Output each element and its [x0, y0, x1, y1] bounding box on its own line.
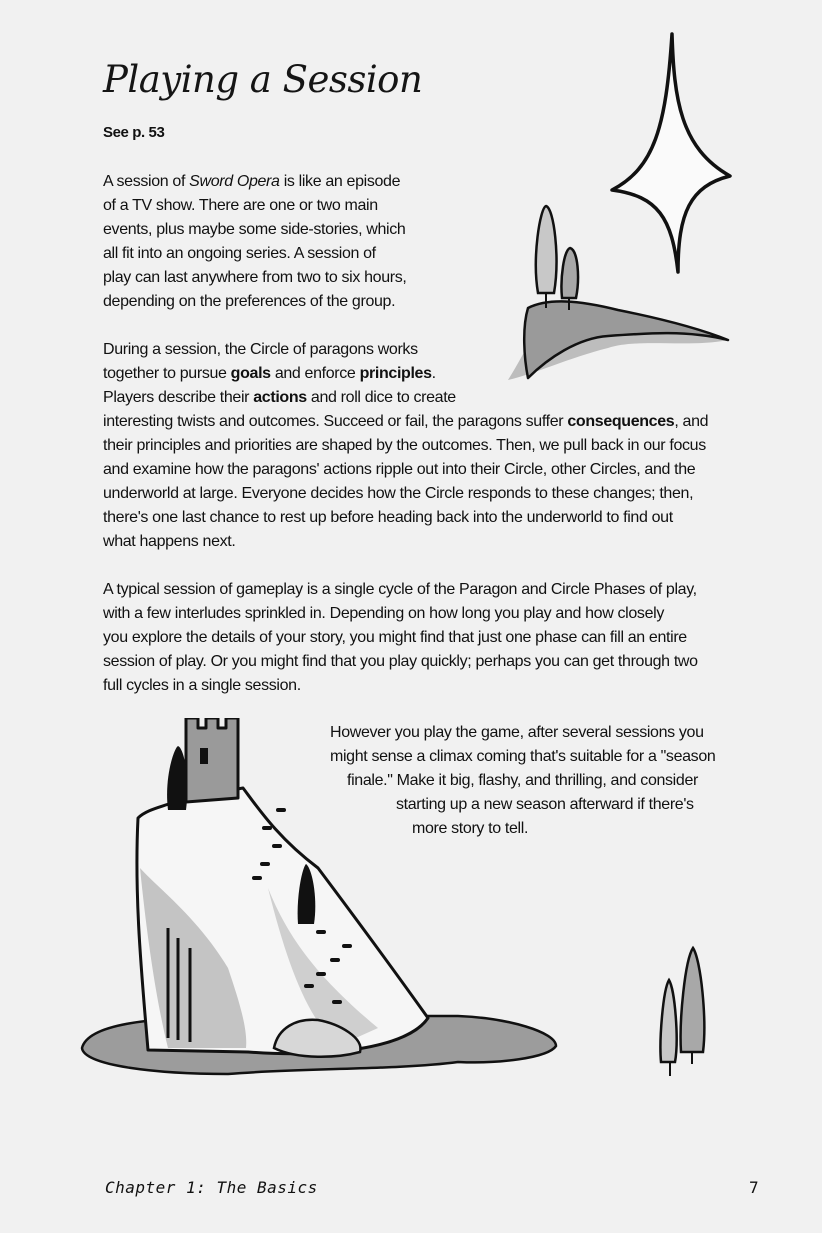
trees-illustration — [655, 940, 725, 1080]
paragraph-2-line: what happens next. — [103, 533, 236, 550]
text-run: interesting twists and outcomes. Succeed or fail, the paragons suffer — [103, 413, 568, 430]
paragraph-1-line: play can last anywhere from two to six hours, — [103, 269, 407, 286]
paragraph-2-line — [103, 386, 456, 410]
paragraph-1-line: all fit into an ongoing series. A session of — [103, 245, 376, 262]
paragraph-3-line: with a few interludes sprinkled in. Depending on how long you play and how closely — [103, 605, 664, 622]
paragraph-2-line: their principles and priorities are shaped by the outcomes. Then, we pull back in our focus — [103, 437, 706, 454]
paragraph-1-line: of a TV show. There are one or two main — [103, 197, 378, 214]
page-title: Playing a Session — [103, 58, 423, 101]
keyword-consequences: consequences — [567, 413, 675, 430]
paragraph-3-line: full cycles in a single session. — [103, 677, 301, 694]
paragraph-4-line: finale." Make it big, flashy, and thrilling, and consider — [347, 772, 698, 789]
paragraph-1-line: depending on the preferences of the group. — [103, 293, 396, 310]
keyword-principles: principles — [359, 365, 432, 382]
page-number: 7 — [749, 1178, 759, 1197]
paragraph-3-line: you explore the details of your story, you might find that just one phase can fill an entire — [103, 629, 687, 646]
paragraph-4-line: might sense a climax coming that's suitable for a "season — [330, 748, 716, 765]
paragraph-4-line: starting up a new season afterward if there's — [396, 796, 694, 813]
text-run: Players describe their — [103, 389, 254, 406]
castle-rock-illustration — [78, 718, 558, 1078]
page-reference: See p. 53 — [103, 124, 165, 141]
paragraph-2-line — [103, 410, 708, 434]
keyword-goals: goals — [230, 365, 271, 382]
text-run: , and — [674, 413, 709, 430]
text-run: is like an episode — [279, 173, 401, 190]
paragraph-2-line — [103, 362, 436, 386]
paragraph-1-line: events, plus maybe some side-stories, which — [103, 221, 406, 238]
paragraph-2-line: and examine how the paragons' actions ripple out into their Circle, other Circles, and the — [103, 461, 696, 478]
text-run: A session of — [103, 173, 190, 190]
paragraph-3-line: A typical session of gameplay is a single cycle of the Paragon and Circle Phases of play, — [103, 581, 697, 598]
text-run: . — [431, 365, 436, 382]
paragraph-3-line: session of play. Or you might find that you play quickly; perhaps you can get through two — [103, 653, 698, 670]
paragraph-2-line: there's one last chance to rest up before heading back into the underworld to find out — [103, 509, 673, 526]
footer-chapter: Chapter 1: The Basics — [105, 1178, 318, 1197]
paragraph-2-line: During a session, the Circle of paragons works — [103, 341, 418, 358]
text-run: and roll dice to create — [306, 389, 456, 406]
keyword-actions: actions — [253, 389, 307, 406]
game-title-italic: Sword Opera — [189, 173, 280, 190]
paragraph-1-line — [103, 170, 400, 194]
paragraph-4-line: more story to tell. — [412, 820, 529, 837]
paragraph-2-line: underworld at large. Everyone decides how the Circle responds to these changes; then, — [103, 485, 694, 502]
paragraph-4-line: However you play the game, after several sessions you — [330, 724, 704, 741]
text-run: together to pursue — [103, 365, 231, 382]
floating-island-illustration — [488, 198, 738, 388]
text-run: and enforce — [270, 365, 360, 382]
